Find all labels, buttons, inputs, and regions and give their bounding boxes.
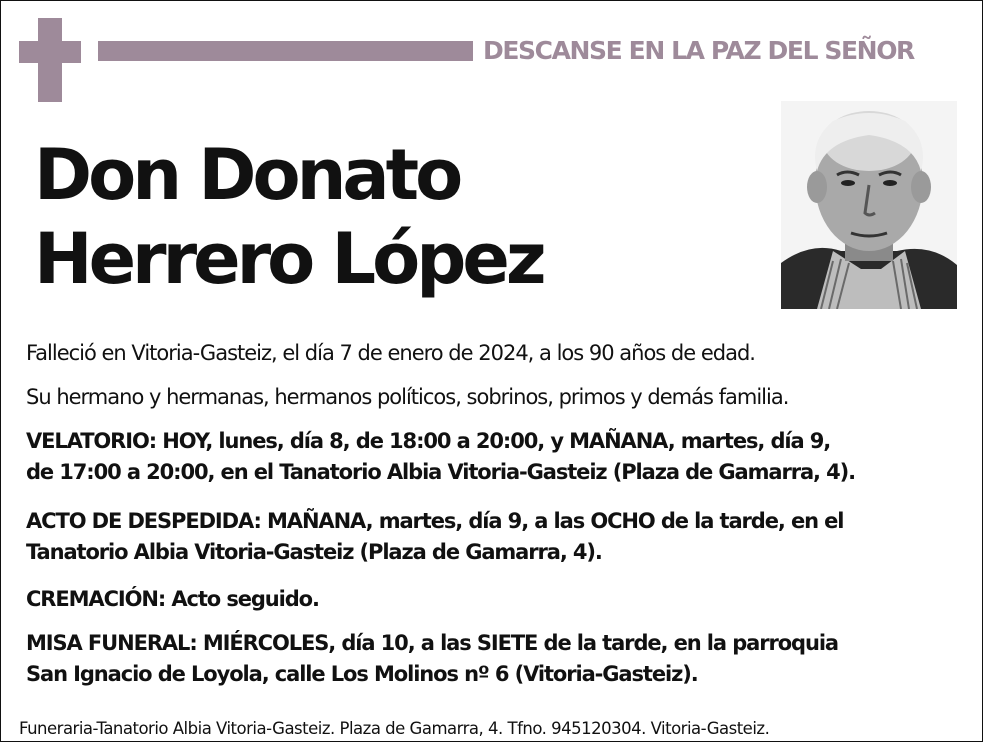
name-line-2: Herrero López [34, 218, 543, 300]
farewell-info [26, 506, 961, 568]
mass-line-2: San Ignacio de Loyola, calle Los Molinos nº 6 (Vitoria-Gasteiz). [26, 662, 698, 686]
family-line: Su hermano y hermanas, hermanos políticos, sobrinos, primos y demás familia. [26, 385, 789, 409]
mass-line-1: MISA FUNERAL: MIÉRCOLES, día 10, a las SIETE de la tarde, en la parroquia [26, 631, 838, 655]
deceased-name [34, 133, 543, 301]
portrait-photo [781, 101, 957, 309]
wake-line-1: VELATORIO: HOY, lunes, día 8, de 18:00 a 20:00, y MAÑANA, martes, día 9, [26, 429, 831, 453]
farewell-line-1: ACTO DE DESPEDIDA: MAÑANA, martes, día 9, a las OCHO de la tarde, en el [26, 509, 844, 533]
death-info: Falleció en Vitoria-Gasteiz, el día 7 de enero de 2024, a los 90 años de edad. [26, 341, 755, 365]
farewell-line-2: Tanatorio Albia Vitoria-Gasteiz (Plaza de Gamarra, 4). [26, 540, 602, 564]
funeral-home-footer: Funeraria-Tanatorio Albia Vitoria-Gasteiz. Plaza de Gamarra, 4. Tfno. 945120304. Vitoria-Gasteiz. [19, 719, 770, 738]
name-line-1: Don Donato [34, 134, 460, 216]
header-band [98, 41, 473, 61]
tagline: DESCANSE EN LA PAZ DEL SEÑOR [483, 36, 914, 65]
mass-info [26, 628, 961, 690]
cremation-info: CREMACIÓN: Acto seguido. [26, 587, 319, 611]
wake-line-2: de 17:00 a 20:00, en el Tanatorio Albia Vitoria-Gasteiz (Plaza de Gamarra, 4). [26, 460, 856, 484]
cross-icon-bar [19, 41, 81, 63]
wake-info [26, 426, 961, 488]
